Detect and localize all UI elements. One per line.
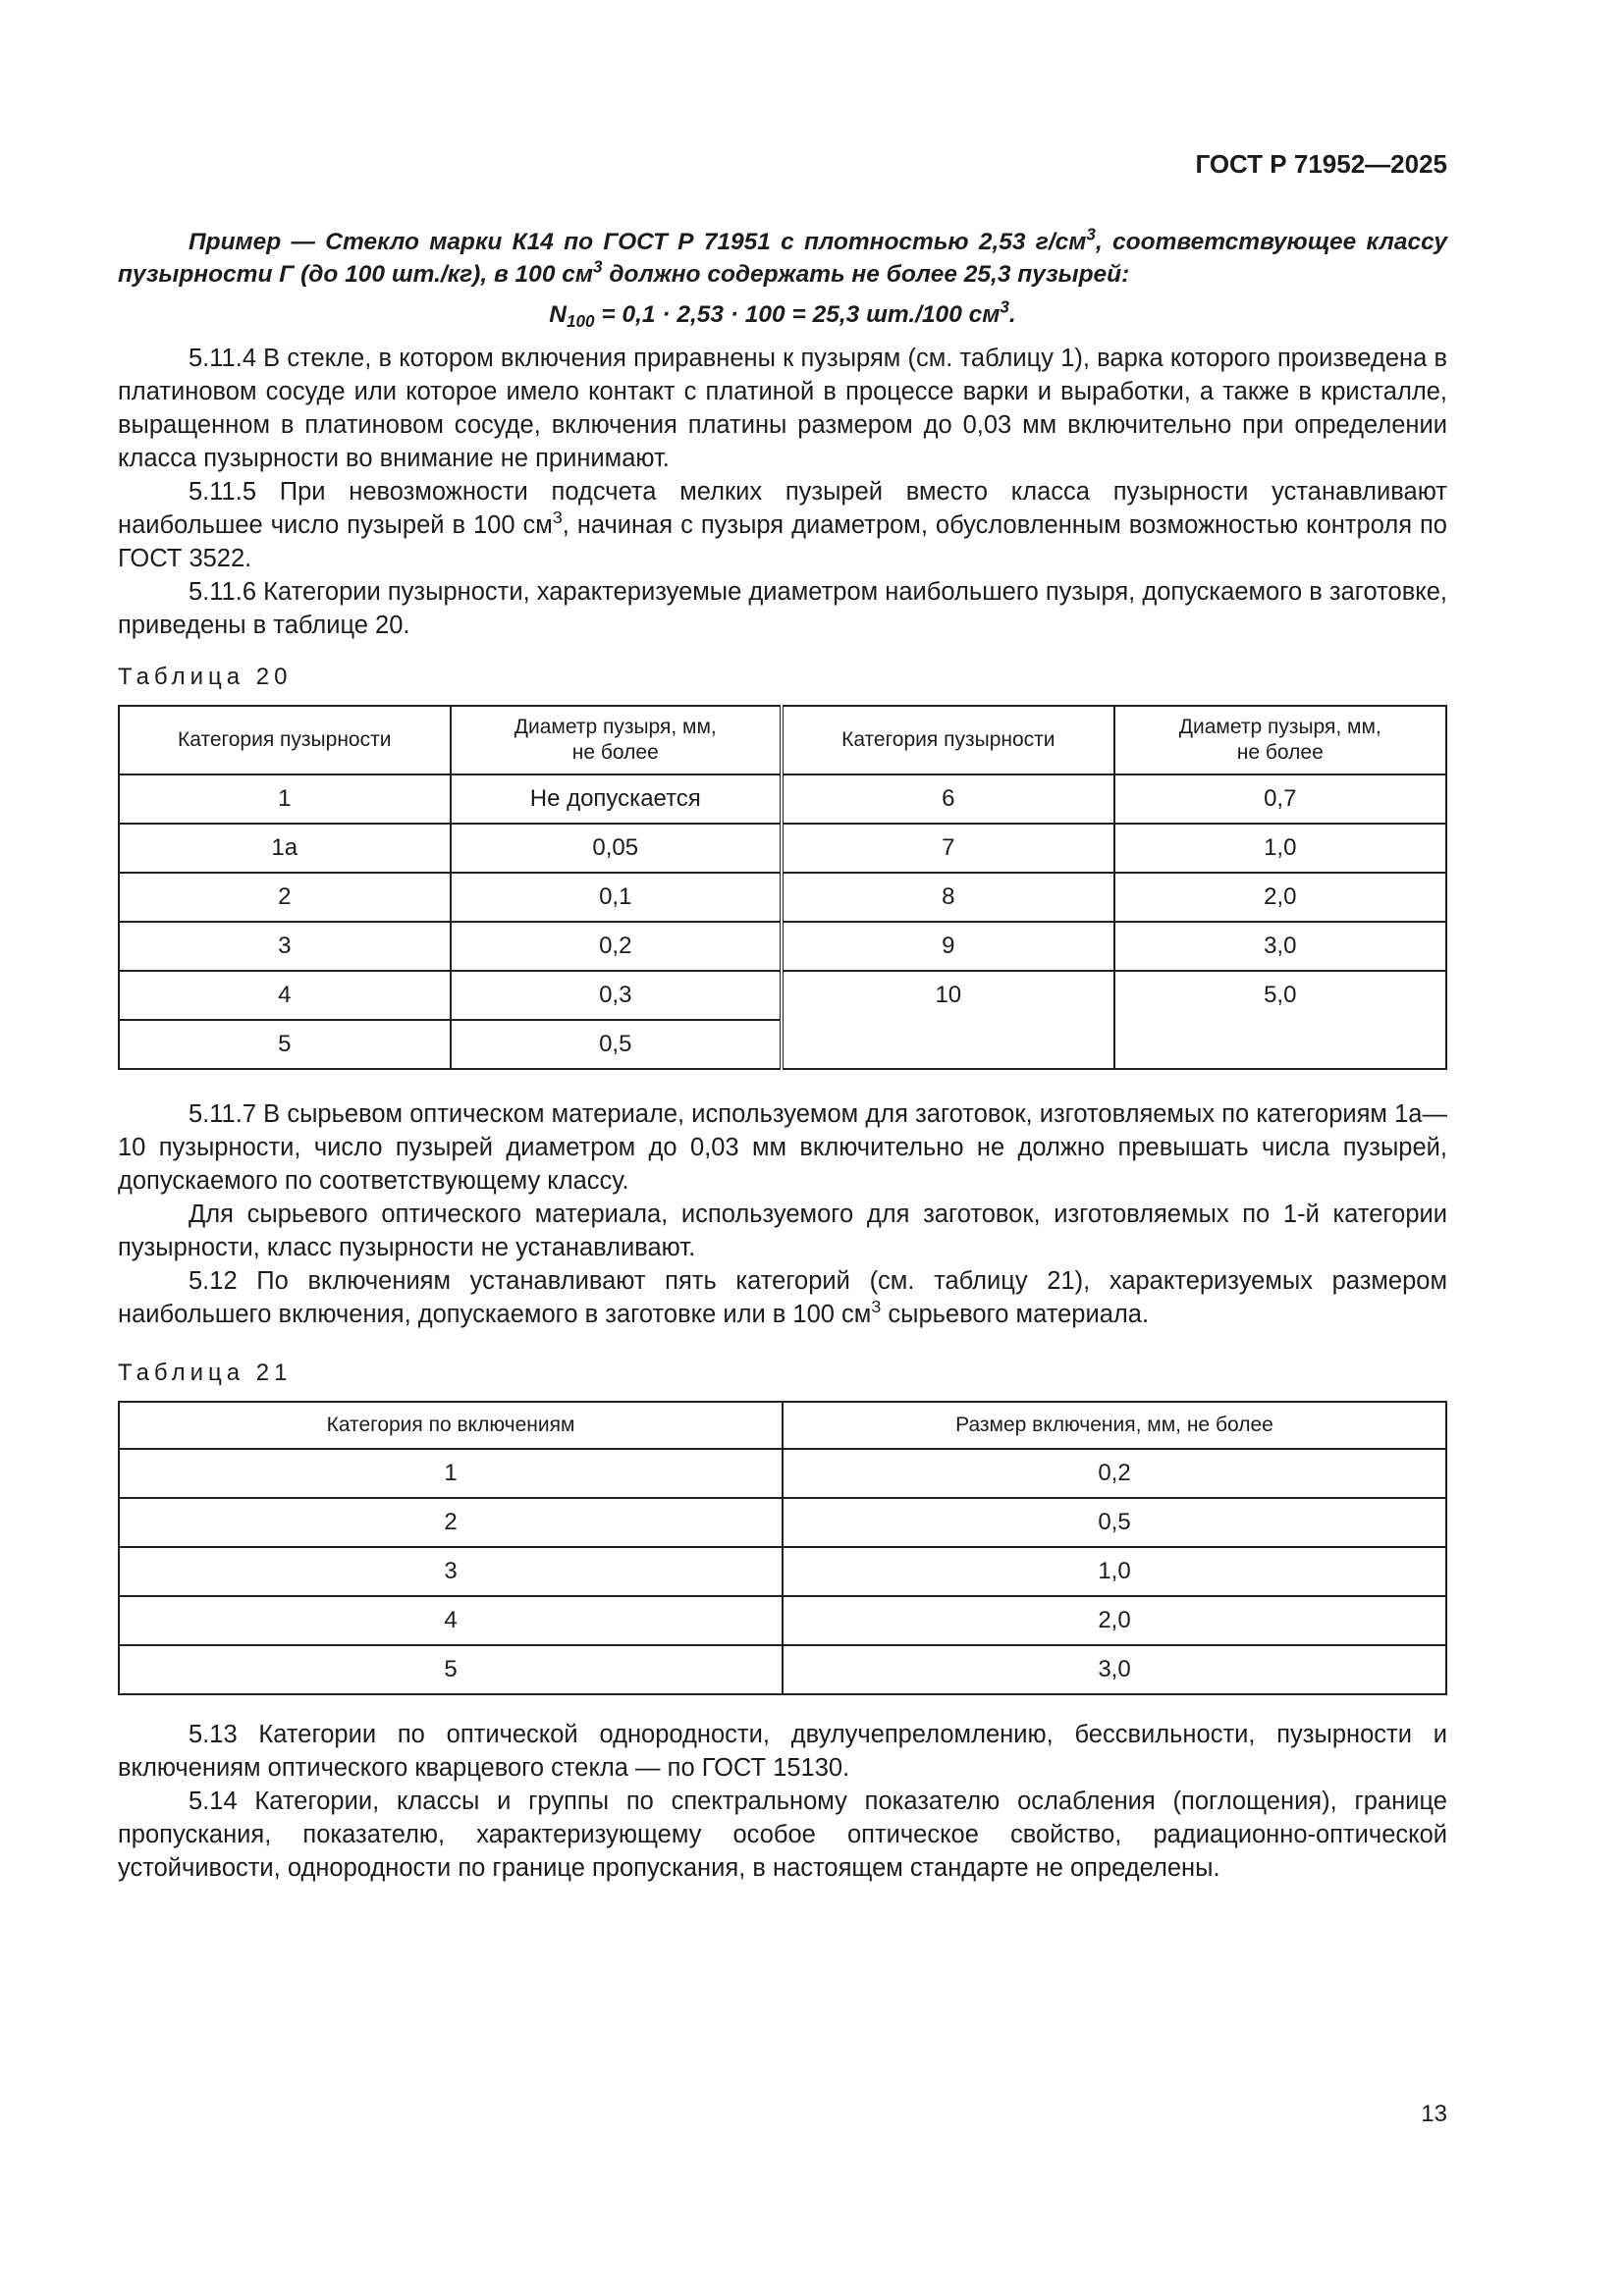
cell-size: 1,0 (783, 1547, 1446, 1596)
cell-category: 1а (119, 824, 451, 873)
cell-category: 1 (119, 1449, 783, 1498)
cell-category: 5 (119, 1645, 783, 1694)
cell-size: 3,0 (783, 1645, 1446, 1694)
cell-diameter: 0,1 (451, 873, 783, 922)
cell-category: 2 (119, 1498, 783, 1547)
header-category: Категория по включениям (119, 1402, 783, 1449)
table-row (119, 1449, 1446, 1498)
cell-diameter: 0,7 (1114, 774, 1446, 824)
header-diameter: Диаметр пузыря, мм, не более (1114, 706, 1446, 774)
header-size: Размер включения, мм, не более (783, 1402, 1446, 1449)
table-row (119, 971, 1446, 1020)
paragraph-raw-material: Для сырьевого оптического материала, используемого для заготовок, изготовляемых по 1-й категории пузырности, класс пузырности не устанавливают. (118, 1201, 1447, 1261)
cell-size: 0,2 (783, 1449, 1446, 1498)
cell-diameter: 5,0 (1114, 971, 1446, 1069)
paragraph-5-13: 5.13 Категории по оптической однородности, двулучепреломлению, бессвильности, пузырности и включениям оптического кварцевого стекла — по ГОСТ 15130. (118, 1721, 1447, 1782)
cell-diameter: 0,2 (451, 922, 783, 971)
cell-diameter: 0,05 (451, 824, 783, 873)
cell-category: 2 (119, 873, 451, 922)
cell-size: 2,0 (783, 1596, 1446, 1645)
table-row (119, 1645, 1446, 1694)
table-row (119, 1547, 1446, 1596)
table-row (119, 774, 1446, 824)
table-20 (118, 705, 1447, 1070)
table-header-row (119, 706, 1446, 774)
paragraphs-5-13-5-14 (118, 1718, 1447, 1885)
page-number: 13 (1421, 2101, 1447, 2127)
table-20-caption: Таблица 20 (118, 664, 293, 690)
header-category: Категория пузырности (782, 706, 1114, 774)
table-header-row (119, 1402, 1446, 1449)
cell-diameter: 0,5 (451, 1020, 783, 1069)
paragraph-5-12: 5.12 По включениям устанавливают пять категорий (см. таблицу 21), характеризуемых размером наибольшего включения, допускаемого в заготовке или в 100 $см^3$ сырьевого материала. (118, 1267, 1447, 1328)
table-21 (118, 1401, 1447, 1695)
paragraphs-5-11-7-to-5-12 (118, 1097, 1447, 1331)
cell-category: 10 (782, 971, 1114, 1069)
document-code: ГОСТ Р 71952—2025 (1195, 149, 1447, 179)
header-category: Категория пузырности (119, 706, 451, 774)
cell-category: 6 (782, 774, 1114, 824)
table-row (119, 1498, 1446, 1547)
example-formula: $N_{100} = 0,1 \cdot 2,53 \cdot 100 = 25,3$ шт./100 $см^3$. (549, 296, 1016, 332)
cell-diameter: 2,0 (1114, 873, 1446, 922)
cell-category: 7 (782, 824, 1114, 873)
paragraph-5-11-5: 5.11.5 При невозможности подсчета мелких пузырей вместо класса пузырности устанавливают наибольшее число пузырей в 100 $см^3$, начиная с пузыря диаметром, обусловленным возможностью контроля по ГОСТ 3522. (118, 478, 1447, 572)
table-21-caption: Таблица 21 (118, 1360, 293, 1386)
example-text: Пример — Стекло марки К14 по ГОСТ Р 71951 с плотностью 2,53 $г/см^3$, соответствующее классу пузырности Г (до 100 шт./кг), в 100 $см^3$ должно содержать не более 25,3 пузырей: (118, 224, 1448, 288)
cell-diameter: Не допускается (451, 774, 783, 824)
paragraph-5-11-6: 5.11.6 Категории пузырности, характеризуемые диаметром наибольшего пузыря, допускаемого в заготовке, приведены в таблице 20. (118, 578, 1447, 639)
header-diameter: Диаметр пузыря, мм, не более (451, 706, 783, 774)
cell-category: 8 (782, 873, 1114, 922)
cell-category: 4 (119, 971, 451, 1020)
table-row (119, 873, 1446, 922)
paragraph-5-11-7: 5.11.7 В сырьевом оптическом материале, используемом для заготовок, изготовляемых по категориям 1а—10 пузырности, число пузырей диаметром до 0,03 мм включительно не должно превышать числа пузырей, допускаемого по соответствующему классу. (118, 1100, 1447, 1195)
cell-diameter: 3,0 (1114, 922, 1446, 971)
cell-category: 9 (782, 922, 1114, 971)
paragraphs-5-11-4-to-5-11-6 (118, 342, 1447, 642)
example-block (118, 226, 1447, 331)
cell-category: 3 (119, 1547, 783, 1596)
cell-category: 4 (119, 1596, 783, 1645)
table-row (119, 824, 1446, 873)
table-row (119, 1596, 1446, 1645)
paragraph-5-14: 5.14 Категории, классы и группы по спектральному показателю ослабления (поглощения), границе пропускания, показателю, характеризующему особое оптическое свойство, радиационно-оптической устойчивости, однородности по границе пропускания, в настоящем стандарте не определены. (118, 1788, 1447, 1882)
cell-category: 1 (119, 774, 451, 824)
cell-diameter: 0,3 (451, 971, 783, 1020)
cell-category: 5 (119, 1020, 451, 1069)
paragraph-5-11-4: 5.11.4 В стекле, в котором включения приравнены к пузырям (см. таблицу 1), варка которого произведена в платиновом сосуде или которое имело контакт с платиной в процессе варки и выработки, а также в кристалле, выращенном в платиновом сосуде, включения платины размером до 0,03 мм включительно при определении класса пузырности во внимание не принимают. (118, 345, 1447, 472)
table-row (119, 922, 1446, 971)
cell-category: 3 (119, 922, 451, 971)
cell-diameter: 1,0 (1114, 824, 1446, 873)
cell-size: 0,5 (783, 1498, 1446, 1547)
